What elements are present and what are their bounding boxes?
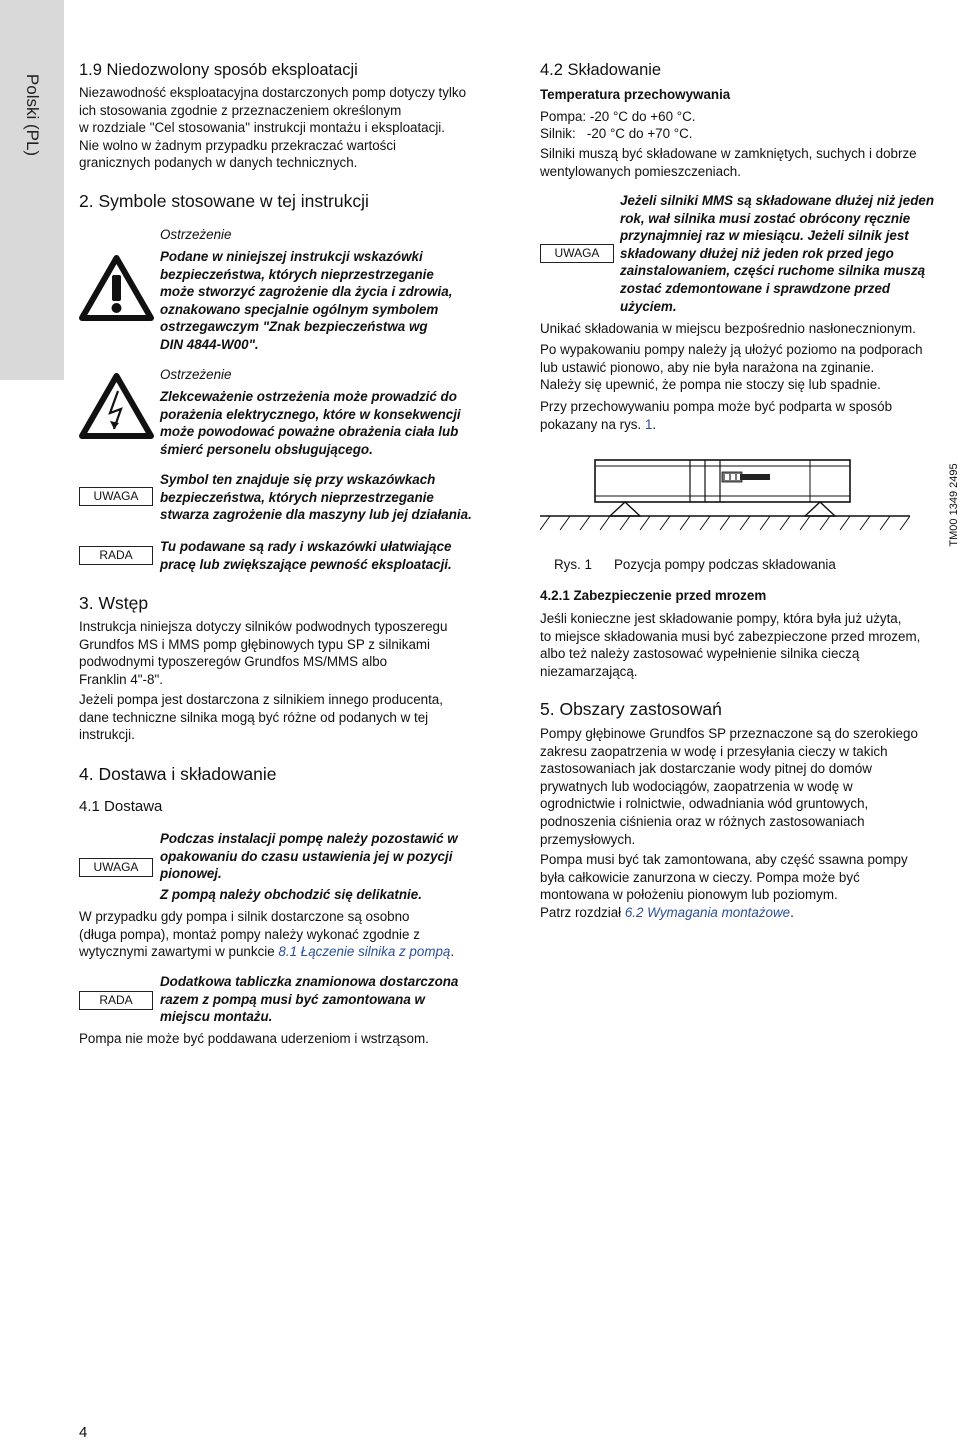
link-section-8-1[interactable]: 8.1 Łączenie silnika z pompą	[278, 944, 451, 960]
warning-triangle-icon	[79, 255, 154, 321]
frost-protection-text: Jeśli konieczne jest składowanie pompy, która była już użyta, to miejsce składowania musi być zabezpieczone przed mrozem, albo też należy zastosować wypełnienie silnika cieczą niezamarzającą.	[540, 611, 921, 679]
section-5-paragraph-2: Pompa musi być tak zamontowana, aby część ssawna pompy była całkowicie zanurzona w cieczy. Pompa może być montowana w położeniu pionowym lub poziomym. Patrz rozdział 6.2 Wymagania montażowe.	[540, 852, 908, 920]
storage-temp-motor: Silnik: -20 °C do +70 °C.	[540, 126, 693, 141]
electric-hazard-icon	[79, 373, 154, 439]
storage-p3: Należy się upewnić, że pompa nie stoczy się lub spadnie.	[540, 377, 881, 392]
language-tab	[0, 0, 64, 380]
storage-p4: Przy przechowywaniu pompa może być podparta w sposób pokazany na rys. 1.	[540, 399, 893, 432]
uwaga-storage-box: UWAGA	[540, 244, 614, 263]
uwaga-storage-text: Jeżeli silniki MMS są składowane dłużej niż jeden rok, wał silnika musi zostać obrócony ręcznie przynajmniej raz w miesiącu. Jeżeli silnik jest składowany dłużej niż jeden rok przed jego zainstalowaniem, części ruchome silnika muszą zostać zdemontowane i sprawdzone przed użyciem.	[620, 193, 935, 314]
section-1-9-text: Niezawodność eksploatacyjna dostarczonych pomp dotyczy tylko ich stosowania zgodnie z przeznaczeniem określonym w rozdziale "Cel stosowania" instrukcji montażu i eksploatacji. Nie wolno w żadnym przypadku przekraczać wartości granicznych podanych w danych technicznych.	[79, 85, 467, 171]
section-4-2-title: 4.2 Składowanie	[540, 61, 662, 79]
warning-2-heading: Ostrzeżenie	[160, 367, 232, 382]
warning-1-text: Podane w niniejszej instrukcji wskazówki bezpieczeństwa, których nieprzestrzeganie może stworzyć zagrożenie dla życia i zdrowia, oznakowano specjalnie ogólnym symbolem ostrzegawczym "Znak bezpieczeństwa wg DIN 4844-W00".	[160, 249, 453, 352]
link-section-6-2[interactable]: 6.2 Wymagania montażowe	[624, 904, 791, 920]
rada-symbol-box: RADA	[79, 546, 153, 565]
storage-p2: Po wypakowaniu pompy należy ją ułożyć poziomo na podporach lub ustawić pionowo, aby nie była narażona na zginanie.	[540, 342, 923, 375]
section-2-title: 2. Symbole stosowane w tej instrukcji	[79, 191, 369, 211]
section-4-title: 4. Dostawa i składowanie	[79, 764, 277, 784]
section-4-2-1-title: 4.2.1 Zabezpieczenie przed mrozem	[540, 588, 767, 603]
section-3-paragraph-2: Jeżeli pompa jest dostarczona z silnikiem innego producenta, dane techniczne silnika mogą być różne od podanych w tej instrukcji.	[79, 692, 443, 743]
figure-code: TM00 1349 2495	[948, 463, 960, 547]
motors-storage-note: Silniki muszą być składowane w zamkniętych, suchych i dobrze wentylowanych pomieszczeniach.	[540, 146, 917, 179]
section-5-title: 5. Obszary zastosowań	[540, 699, 722, 719]
section-3-paragraph-1: Instrukcja niniejsza dotyczy silników podwodnych typoszeregu Grundfos MS i MMS pomp głębinowych typu SP z silnikami podwodnymi typoszeregów Grundfos MS/MMS albo Franklin 4"-8".	[79, 619, 448, 687]
section-5-paragraph-1: Pompy głębinowe Grundfos SP przeznaczone są do szerokiego zakresu zaopatrzenia w wodę i przesyłania cieczy w takich zastosowaniach jak dostarczanie wody pitnej do domów prywatnych lub wodociągów, zaopatrzenia w wodę w ogrodnictwie i rolnictwie, odwadniania wód gruntowych, podnoszenia ciśnienia oraz w różnych zastosowaniach przemysłowych.	[540, 726, 918, 847]
section-4-1-title: 4.1 Dostawa	[79, 798, 163, 815]
storage-p1: Unikać składowania w miejscu bezpośrednio nasłonecznionym.	[540, 321, 916, 336]
rada-delivery-text: Dodatkowa tabliczka znamionowa dostarczona razem z pompą musi być zamontowana w miejscu montażu.	[160, 974, 459, 1025]
storage-temp-pump: Pompa: -20 °C do +60 °C.	[540, 109, 696, 124]
rada-symbol-text: Tu podawane są rady i wskazówki ułatwiające pracę lub zwiększające pewność eksploatacji.	[160, 539, 452, 572]
rada-delivery-box: RADA	[79, 991, 153, 1010]
link-figure-1[interactable]: 1	[644, 416, 653, 432]
uwaga-delivery-text: Podczas instalacji pompę należy pozostawić w opakowaniu do czasu ustawienia jej w pozycji pionowej. Z pompą należy obchodzić się delikatnie.	[160, 831, 458, 902]
language-label: Polski (PL)	[22, 73, 42, 157]
section-1-9-title: 1.9 Niedozwolony sposób eksploatacji	[79, 61, 358, 79]
uwaga-symbol-box: UWAGA	[79, 487, 153, 506]
storage-temp-heading: Temperatura przechowywania	[540, 87, 731, 102]
page-number: 4	[79, 1424, 88, 1440]
figure-caption: Pozycja pompy podczas składowania	[614, 557, 836, 572]
uwaga-delivery-box: UWAGA	[79, 858, 153, 877]
section-3-title: 3. Wstęp	[79, 593, 149, 613]
warning-1-heading: Ostrzeżenie	[160, 227, 232, 242]
delivery-last-line: Pompa nie może być poddawana uderzeniom i wstrząsom.	[79, 1031, 429, 1046]
warning-2-text: Zlekceważenie ostrzeżenia może prowadzić do porażenia elektrycznego, które w konsekwencji może powodować poważne obrażenia ciała lub śmierć personelu obsługującego.	[160, 389, 461, 457]
figure-label: Rys. 1	[554, 557, 592, 572]
pump-storage-figure	[540, 452, 910, 542]
uwaga-symbol-text: Symbol ten znajduje się przy wskazówkach bezpieczeństwa, których nieprzestrzeganie stwarza zagrożenie dla maszyny lub jej działania.	[160, 472, 472, 523]
delivery-paragraph: W przypadku gdy pompa i silnik dostarczone są osobno (długa pompa), montaż pompy należy wykonać zgodnie z wytycznymi zawartymi w punkcie 8.1 Łączenie silnika z pompą.	[79, 909, 455, 960]
